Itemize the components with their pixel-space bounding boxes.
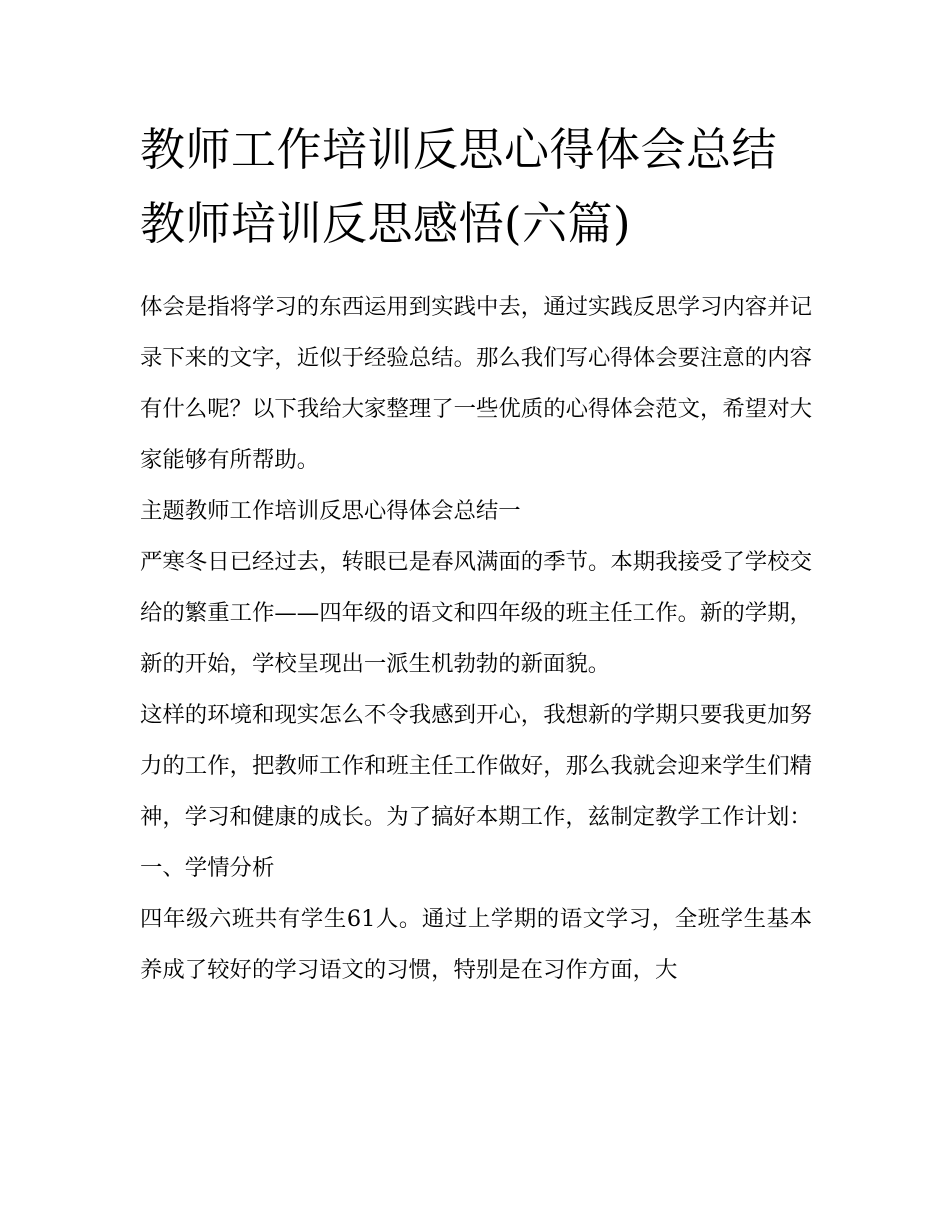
document-title: 教师工作培训反思心得体会总结 教师培训反思感悟(六篇) [140, 123, 778, 250]
intro-paragraph: 体会是指将学习的东西运用到实践中去，通过实践反思学习内容并记录下来的文字，近似于经验总结。那么我们写心得体会要注意的内容有什么呢？以下我给大家整理了一些优质的心得体会范文，希望对大家能够有所帮助。 [140, 294, 812, 473]
body-paragraph: 这样的环境和现实怎么不令我感到开心，我想新的学期只要我更加努力的工作，把教师工作和班主任工作做好，那么我就会迎来学生们精神，学习和健康的成长。为了搞好本期工作，兹制定教学工作计划： [140, 702, 812, 830]
body-paragraph: 严寒冬日已经过去，转眼已是春风满面的季节。本期我接受了学校交给的繁重工作——四年级的语文和四年级的班主任工作。新的学期，新的开始，学校呈现出一派生机勃勃的新面貌。 [140, 549, 812, 677]
subsection-heading: 一、学情分析 [140, 855, 275, 881]
body-paragraph: 四年级六班共有学生61人。通过上学期的语文学习，全班学生基本养成了较好的学习语文的习惯，特别是在习作方面，大 [140, 906, 812, 983]
document-body [140, 282, 812, 996]
section-heading: 主题教师工作培训反思心得体会总结一 [140, 498, 521, 524]
